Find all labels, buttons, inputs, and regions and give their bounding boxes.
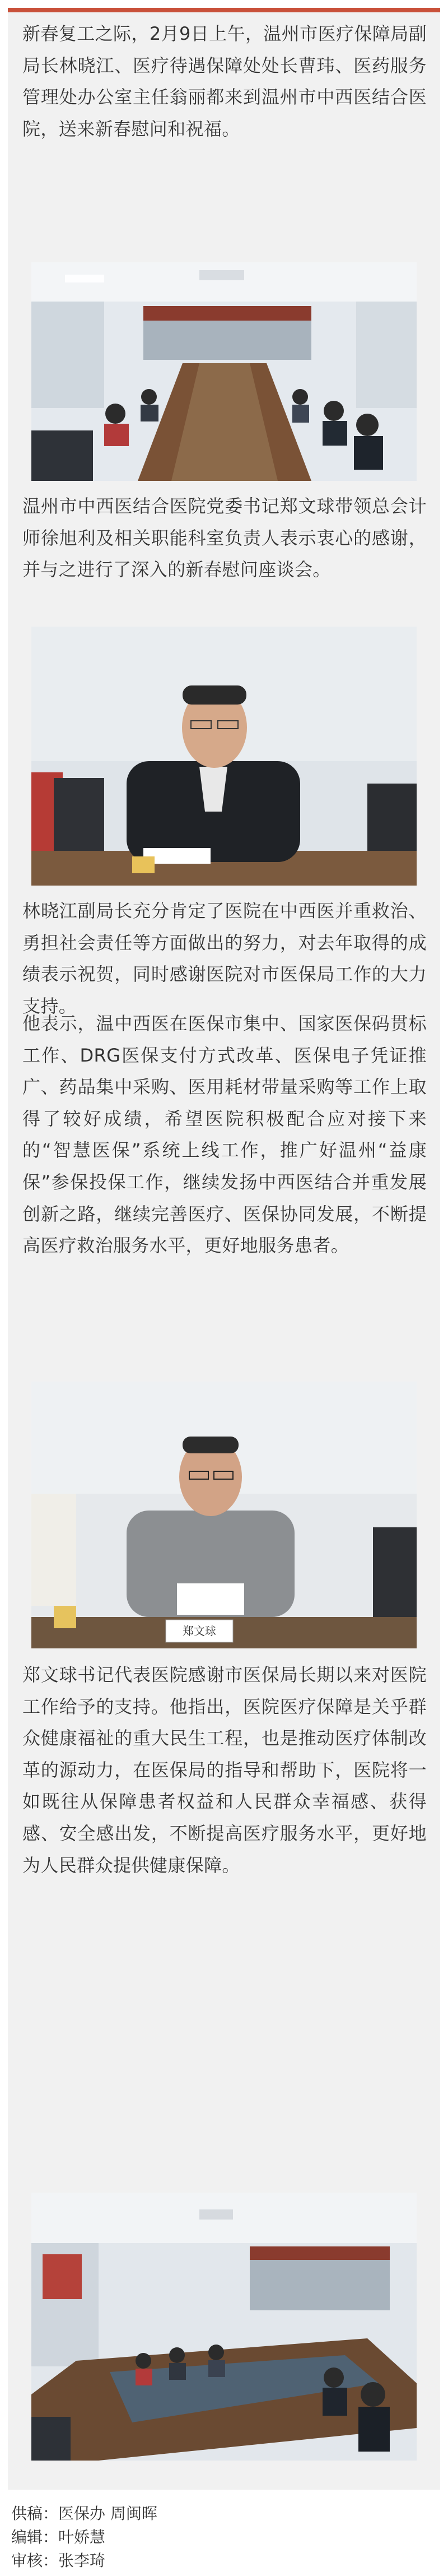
article-credits [11, 2502, 437, 2573]
paragraph-4: 他表示，温中西医在医保市集中、国家医保码贯标工作、DRG医保支付方式改革、医保电子凭证推广、药品集中采购、医用耗材带量采购等工作上取得了较好成绩，希望医院积极配合应对接下来的“智慧医保”系统上线工作，推广好温州“益康保”参保投保工作，继续发扬中西医结合并重发展创新之路，继续完善医疗、医保协同发展，不断提高医疗救治服务水平，更好地服务患者。 [22, 1013, 427, 1257]
article-panel [8, 8, 440, 2490]
paragraph-3: 林晓江副局长充分肯定了医院在中西医并重救治、勇担社会责任等方面做出的努力，对去年取得的成绩表示祝贺，同时感谢医院对市医保局工作的大力支持。 [22, 900, 427, 1017]
nameplate-label: 郑文球 [183, 1624, 216, 1638]
credit-source: 供稿：医保办 周闽晖 [11, 2504, 157, 2523]
paragraph-2: 温州市中西医结合医院党委书记郑文球带领总会计师徐旭利及相关职能科室负责人表示衷心的感谢，并与之进行了深入的新春慰问座谈会。 [22, 495, 427, 581]
paragraph-1: 新春复工之际，2月9日上午，温州市医疗保障局副局长林晓江、医疗待遇保障处处长曹玮、医药服务管理处办公室主任翁丽都来到温州市中西医结合医院，送来新春慰问和祝福。 [22, 23, 427, 140]
meeting-room-photo-1 [31, 262, 417, 481]
meeting-room-photo-2 [31, 2193, 417, 2461]
paragraph-5: 郑文球书记代表医院感谢市医保局长期以来对医院工作给予的支持。他指出，医院医疗保障是关乎群众健康福祉的重大民生工程，也是推动医疗体制改革的源动力，在医保局的指导和帮助下，医院将一如既往从保障患者权益和人民群众幸福感、获得感、安全感出发，不断提高医疗服务水平，更好地为人民群众提供健康保障。 [22, 1664, 427, 1876]
speaker-photo [31, 1382, 417, 1648]
credit-editor: 编辑：叶娇慧 [11, 2528, 106, 2546]
party-secretary-photo [31, 627, 417, 886]
credit-reviewer: 审核：张李琦 [11, 2551, 106, 2570]
